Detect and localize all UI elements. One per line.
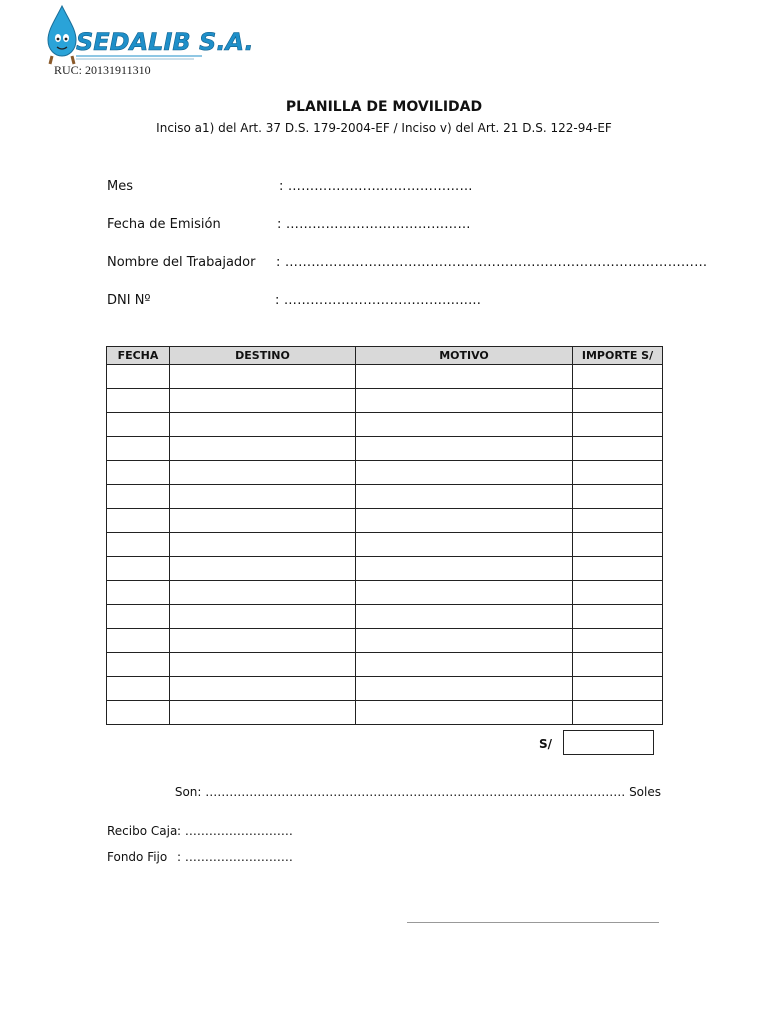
ruc-number: RUC: 20131911310 [54,63,151,77]
fondo-fijo-value[interactable]: : ……………………… [177,850,293,864]
table-body [107,365,663,725]
cell-importe[interactable] [573,605,663,629]
cell-importe[interactable] [573,653,663,677]
table-row [107,605,663,629]
cell-importe[interactable] [573,485,663,509]
amount-in-words: Son: …………………………………………………………………………………………… Soles [174,785,661,799]
field-value[interactable]: : …………………………………… [279,179,473,194]
table-row [107,629,663,653]
cell-destino[interactable] [170,413,356,437]
total-label: S/ [539,737,553,751]
field-label: Fecha de Emisión [107,217,221,232]
table-row [107,581,663,605]
cell-motivo[interactable] [356,389,573,413]
cell-fecha[interactable] [107,605,170,629]
table-row [107,533,663,557]
cell-motivo[interactable] [356,365,573,389]
cell-fecha[interactable] [107,629,170,653]
table-row [107,437,663,461]
fondo-fijo-label: Fondo Fijo [107,850,168,864]
cell-fecha[interactable] [107,581,170,605]
cell-destino[interactable] [170,533,356,557]
cell-fecha[interactable] [107,701,170,725]
column-header-destino: DESTINO [170,347,356,365]
cell-motivo[interactable] [356,557,573,581]
cell-fecha[interactable] [107,509,170,533]
cell-importe[interactable] [573,365,663,389]
cell-destino[interactable] [170,485,356,509]
cell-motivo[interactable] [356,437,573,461]
cell-destino[interactable] [170,557,356,581]
cell-motivo[interactable] [356,605,573,629]
signature-line [407,922,659,923]
cell-importe[interactable] [573,509,663,533]
cell-destino[interactable] [170,437,356,461]
cell-motivo[interactable] [356,461,573,485]
cell-importe[interactable] [573,557,663,581]
field-value[interactable]: : …………………………………………………………………………………… [276,255,708,270]
cell-fecha[interactable] [107,365,170,389]
sedalib-logo-icon [44,4,254,66]
cell-importe[interactable] [573,701,663,725]
cell-destino[interactable] [170,653,356,677]
column-header-motivo: MOTIVO [356,347,573,365]
field-value[interactable]: : …………………………………… [277,217,471,232]
table-row [107,389,663,413]
cell-importe[interactable] [573,533,663,557]
table-row [107,701,663,725]
cell-fecha[interactable] [107,413,170,437]
table-header-row [107,347,663,365]
cell-fecha[interactable] [107,461,170,485]
cell-destino[interactable] [170,581,356,605]
cell-motivo[interactable] [356,485,573,509]
cell-destino[interactable] [170,629,356,653]
cell-importe[interactable] [573,461,663,485]
cell-fecha[interactable] [107,677,170,701]
svg-text:SEDALIB S.A.: SEDALIB S.A. [76,28,254,56]
cell-motivo[interactable] [356,701,573,725]
company-logo [44,4,254,66]
table-row [107,677,663,701]
table-row [107,653,663,677]
cell-importe[interactable] [573,581,663,605]
document-subtitle: Inciso a1) del Art. 37 D.S. 179-2004-EF / Inciso v) del Art. 21 D.S. 122-94-EF [156,121,612,135]
cell-motivo[interactable] [356,509,573,533]
total-amount-box[interactable] [563,730,654,755]
cell-motivo[interactable] [356,653,573,677]
cell-importe[interactable] [573,437,663,461]
cell-importe[interactable] [573,413,663,437]
cell-importe[interactable] [573,389,663,413]
recibo-caja-label: Recibo Caja [107,824,178,838]
document-title: PLANILLA DE MOVILIDAD [285,99,483,115]
cell-destino[interactable] [170,461,356,485]
cell-importe[interactable] [573,677,663,701]
cell-destino[interactable] [170,509,356,533]
cell-fecha[interactable] [107,389,170,413]
table-row [107,557,663,581]
movilidad-table [106,346,663,725]
cell-fecha[interactable] [107,485,170,509]
cell-fecha[interactable] [107,653,170,677]
table-row [107,413,663,437]
table-row [107,485,663,509]
recibo-caja-value[interactable]: : ……………………… [177,824,293,838]
cell-destino[interactable] [170,701,356,725]
cell-motivo[interactable] [356,629,573,653]
cell-motivo[interactable] [356,677,573,701]
cell-motivo[interactable] [356,533,573,557]
field-label: Nombre del Trabajador [107,255,256,270]
table-row [107,461,663,485]
cell-fecha[interactable] [107,557,170,581]
field-value[interactable]: : ……………………………............ [275,293,482,308]
cell-motivo[interactable] [356,413,573,437]
table-row [107,509,663,533]
column-header-fecha: FECHA [107,347,170,365]
cell-motivo[interactable] [356,581,573,605]
column-header-importe: IMPORTE S/ [573,347,663,365]
cell-destino[interactable] [170,365,356,389]
cell-destino[interactable] [170,605,356,629]
cell-fecha[interactable] [107,437,170,461]
field-label: DNI Nº [107,293,151,308]
cell-importe[interactable] [573,629,663,653]
table-row [107,365,663,389]
field-label: Mes [107,179,133,194]
cell-destino[interactable] [170,389,356,413]
cell-fecha[interactable] [107,533,170,557]
cell-destino[interactable] [170,677,356,701]
